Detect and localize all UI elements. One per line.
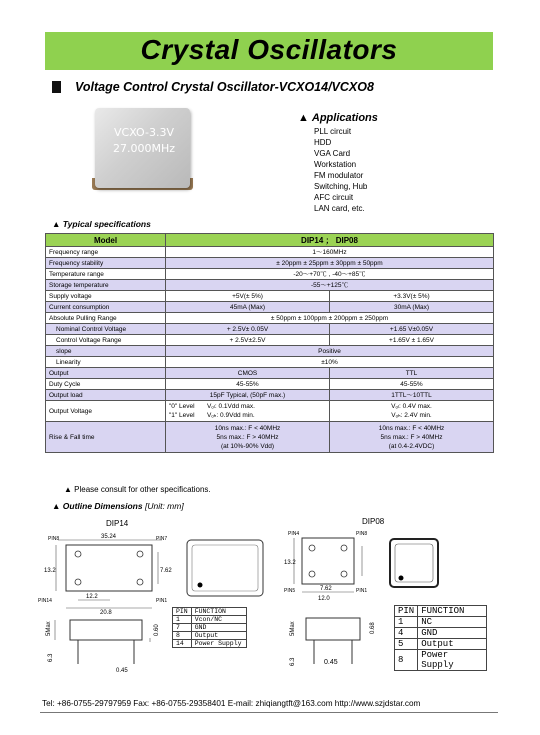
pin-table-header: FUNCTION xyxy=(191,608,246,616)
spec-row-value: + 2.5V±2.5V xyxy=(166,335,330,346)
spec-row xyxy=(46,357,494,368)
spec-row-label: Nominal Control Voltage xyxy=(46,324,166,335)
dip08-dim-lead: 6.3 xyxy=(290,657,296,666)
spec-row-output-voltage xyxy=(46,401,494,422)
spec-row-value: -20～+70℃ , -40～+85℃ xyxy=(166,269,494,280)
rise-fall-line: 5ns max.: F > 40MHz xyxy=(216,433,279,441)
spec-row-value: 1TTL～10TTL xyxy=(330,390,494,401)
spec-row-label: Temperature range xyxy=(46,269,166,280)
spec-row-label: Rise & Fall time xyxy=(46,422,166,453)
application-item: PLL circuit xyxy=(314,127,352,136)
dip08-pin4-label: PIN4 xyxy=(288,531,300,537)
dip14-pin1-label: PIN1 xyxy=(156,598,168,604)
spec-row xyxy=(46,335,494,346)
level-value: Vₒₕ: 0.9Vdd min. xyxy=(207,412,255,419)
spec-row-label: Current consumption xyxy=(46,302,166,313)
spec-row-label: Output xyxy=(46,368,166,379)
outline-title: Outline Dimensions xyxy=(62,501,143,511)
consult-note-text: Please consult for other specifications. xyxy=(74,485,211,494)
product-photo xyxy=(95,108,190,188)
spec-row-value: 1～160MHz xyxy=(166,247,494,258)
level-value: Vₒₗ: 0.4V max. xyxy=(391,403,432,410)
pin-number: 1 xyxy=(395,617,418,628)
spec-row xyxy=(46,379,494,390)
spec-row-label: Frequency range xyxy=(46,247,166,258)
square-bullet-icon xyxy=(52,81,61,93)
pin-function: Power Supply xyxy=(191,640,246,648)
applications-heading xyxy=(298,112,378,124)
pin-table-header: PIN xyxy=(173,608,192,616)
spec-row-label: Supply voltage xyxy=(46,291,166,302)
pin-number: 1 xyxy=(173,616,192,624)
level-label: "0" Level xyxy=(169,403,195,410)
spec-row-label: Absolute Pulling Range xyxy=(46,313,166,324)
spec-row-label: Linearity xyxy=(46,357,166,368)
pin-number: 8 xyxy=(173,632,192,640)
dip14-dim-length: 35.24 xyxy=(101,534,117,540)
level-value: Vₒₗ: 0.1Vdd max. xyxy=(207,403,255,410)
spec-table-body xyxy=(46,234,494,453)
consult-note xyxy=(64,485,211,494)
rise-fall-line: (at 10%-90% Vdd) xyxy=(220,442,275,450)
application-item: LAN card, etc. xyxy=(314,204,365,213)
product-marking-frequency: 27.000MHz xyxy=(112,142,176,155)
pin-table-header: PIN xyxy=(395,606,418,617)
pin-number: 4 xyxy=(395,628,418,639)
dip08-dim-leadwidth: 0.45 xyxy=(324,659,338,666)
pin-function: Output xyxy=(418,639,487,650)
triangle-bullet-icon: ▲ xyxy=(52,501,63,511)
title-banner xyxy=(45,32,493,70)
dip08-body-view xyxy=(389,538,441,590)
dip14-side-view-drawing xyxy=(40,618,170,676)
pin-number: 14 xyxy=(173,640,192,648)
spec-row-value: ± 20ppm ± 25ppm ± 30ppm ± 50ppm xyxy=(166,258,494,269)
spec-row xyxy=(46,313,494,324)
application-item: Switching, Hub xyxy=(314,182,368,191)
dip14-pin14-label: PIN14 xyxy=(38,598,52,604)
level-value: Vₒₕ: 2.4V min. xyxy=(391,412,432,419)
application-item: VGA Card xyxy=(314,149,351,158)
application-item: Workstation xyxy=(314,160,357,169)
spec-row-value: ± 50ppm ± 100ppm ± 200ppm ± 250ppm xyxy=(166,313,494,324)
dip08-dim-body: 12.0 xyxy=(318,596,330,602)
dip14-dim-width: 13.2 xyxy=(44,568,56,574)
dip14-pin7-label: PIN7 xyxy=(156,536,168,542)
spec-row xyxy=(46,346,494,357)
spec-row xyxy=(46,302,494,313)
spec-row-value: 15pF Typical, (50pF max.) xyxy=(166,390,330,401)
triangle-bullet-icon: ▲ xyxy=(52,219,63,229)
spec-row xyxy=(46,269,494,280)
dip08-top-view-drawing xyxy=(282,526,377,602)
dip08-dim-width: 13.2 xyxy=(284,560,296,566)
dip14-dim-body: 20.8 xyxy=(100,610,112,614)
typical-specs-heading xyxy=(52,219,151,229)
dip08-label: DIP08 xyxy=(362,517,385,526)
outline-heading xyxy=(52,501,184,511)
spec-row-value xyxy=(330,422,494,453)
outline-unit: [Unit: mm] xyxy=(144,501,184,511)
spec-row-value: +5V(± 5%) xyxy=(166,291,330,302)
spec-row-value: +1.65V ± 1.65V xyxy=(330,335,494,346)
spec-row-value: -55～+125℃ xyxy=(166,280,494,291)
spec-row-value: Positive xyxy=(166,346,494,357)
pin-function: NC xyxy=(418,617,487,628)
spec-row-rise-fall xyxy=(46,422,494,453)
triangle-bullet-icon: ▲ xyxy=(64,485,75,494)
spec-row xyxy=(46,291,494,302)
spec-row-value: ±10% xyxy=(166,357,494,368)
spec-header-packages: DIP14 ； DIP08 xyxy=(166,234,494,247)
rise-fall-line: 10ns max.: F < 40MHz xyxy=(214,424,281,432)
pin-function: Vcon/NC xyxy=(191,616,246,624)
dip14-dim-pinspan: 12.2 xyxy=(86,594,98,600)
spec-row-value: + 2.5V± 0.05V xyxy=(166,324,330,335)
spec-row xyxy=(46,258,494,269)
spec-row-value: TTL xyxy=(330,368,494,379)
spec-row-value: 30mA (Max) xyxy=(330,302,494,313)
spec-row-value: 45-55% xyxy=(166,379,330,390)
page-title: Crystal Oscillators xyxy=(140,34,398,65)
spec-row-value xyxy=(330,401,494,422)
spec-row-value: +1.65 V±0.05V xyxy=(330,324,494,335)
spec-row-value: +3.3V(± 5%) xyxy=(330,291,494,302)
pin-function: GND xyxy=(418,628,487,639)
spec-row xyxy=(46,247,494,258)
pin-function: GND xyxy=(191,624,246,632)
dip08-dim-rowspace: 7.62 xyxy=(320,586,332,592)
spec-header-row xyxy=(46,234,494,247)
product-subtitle: Voltage Control Crystal Oscillator-VCXO14/VCXO8 xyxy=(75,80,374,94)
spec-row-value: 45-55% xyxy=(330,379,494,390)
dip08-pin5-label: PIN5 xyxy=(284,588,296,594)
rise-fall-line: 5ns max.: F > 40MHz xyxy=(380,433,443,441)
spec-row-value: CMOS xyxy=(166,368,330,379)
spec-row-label: Output load xyxy=(46,390,166,401)
dip08-pin-table xyxy=(394,605,487,671)
pin-table-header: FUNCTION xyxy=(418,606,487,617)
spec-table xyxy=(45,233,494,453)
applications-section xyxy=(298,112,378,214)
rise-fall-line: (at 0.4-2.4VDC) xyxy=(388,442,435,450)
spec-row-label: Output Voltage xyxy=(46,401,166,422)
spec-row xyxy=(46,280,494,291)
pin-number: 7 xyxy=(173,624,192,632)
dip14-label: DIP14 xyxy=(106,519,129,528)
dip14-pin8-label: PIN8 xyxy=(48,536,60,542)
pin-function: Output xyxy=(191,632,246,640)
application-item: HDD xyxy=(314,138,332,147)
dip14-body-view xyxy=(186,538,266,600)
pin-function: Power Supply xyxy=(418,650,487,671)
spec-row-value: 45mA (Max) xyxy=(166,302,330,313)
spec-row-label: Storage temperature xyxy=(46,280,166,291)
spec-row xyxy=(46,368,494,379)
dip08-dim-height: 5Max xyxy=(290,621,296,636)
dip14-dim-leadwidth: 0.45 xyxy=(116,668,128,674)
rise-fall-line: 10ns max.: F < 40MHz xyxy=(378,424,445,432)
footer-rule xyxy=(40,712,498,713)
spec-row xyxy=(46,390,494,401)
dip14-top-view-drawing xyxy=(38,530,178,614)
spec-row-value xyxy=(166,401,330,422)
spec-row-label: Frequency stability xyxy=(46,258,166,269)
application-item: AFC circuit xyxy=(314,193,354,202)
dip08-side-view-drawing xyxy=(284,614,382,674)
spec-row-label: Control Voltage Range xyxy=(46,335,166,346)
dip14-dim-rowspace: 7.62 xyxy=(160,568,172,574)
applications-title: Applications xyxy=(311,112,378,124)
dip14-dim-standoff: 0.60 xyxy=(154,624,160,636)
application-item: FM modulator xyxy=(314,171,364,180)
product-subheading xyxy=(52,80,374,94)
triangle-bullet-icon: ▲ xyxy=(298,112,309,124)
dip14-dim-height: 5Max xyxy=(46,621,52,636)
pin-number: 8 xyxy=(395,650,418,671)
spec-row-label: slope xyxy=(46,346,166,357)
typical-specs-title: Typical specifications xyxy=(62,219,151,229)
dip08-dim-standoff: 0.68 xyxy=(370,622,376,634)
spec-row-value xyxy=(166,422,330,453)
dip14-pin-table xyxy=(172,607,247,648)
dip14-body-outline xyxy=(66,545,152,591)
pin-number: 5 xyxy=(395,639,418,650)
product-marking-voltage: VCXO-3.3V xyxy=(114,126,174,139)
level-label: "1" Level xyxy=(169,412,195,419)
dip08-pin1-label: PIN1 xyxy=(356,588,368,594)
dip14-dim-lead: 6.3 xyxy=(48,653,54,662)
dip08-pin8-label: PIN8 xyxy=(356,531,368,537)
spec-row xyxy=(46,324,494,335)
contact-footer: Tel: +86-0755-29797959 Fax: +86-0755-29358401 E-mail: zhiqiangtft@163.com http://www.szjdstar.com xyxy=(42,699,421,708)
spec-row-label: Duty Cycle xyxy=(46,379,166,390)
spec-header-model: Model xyxy=(46,234,166,247)
